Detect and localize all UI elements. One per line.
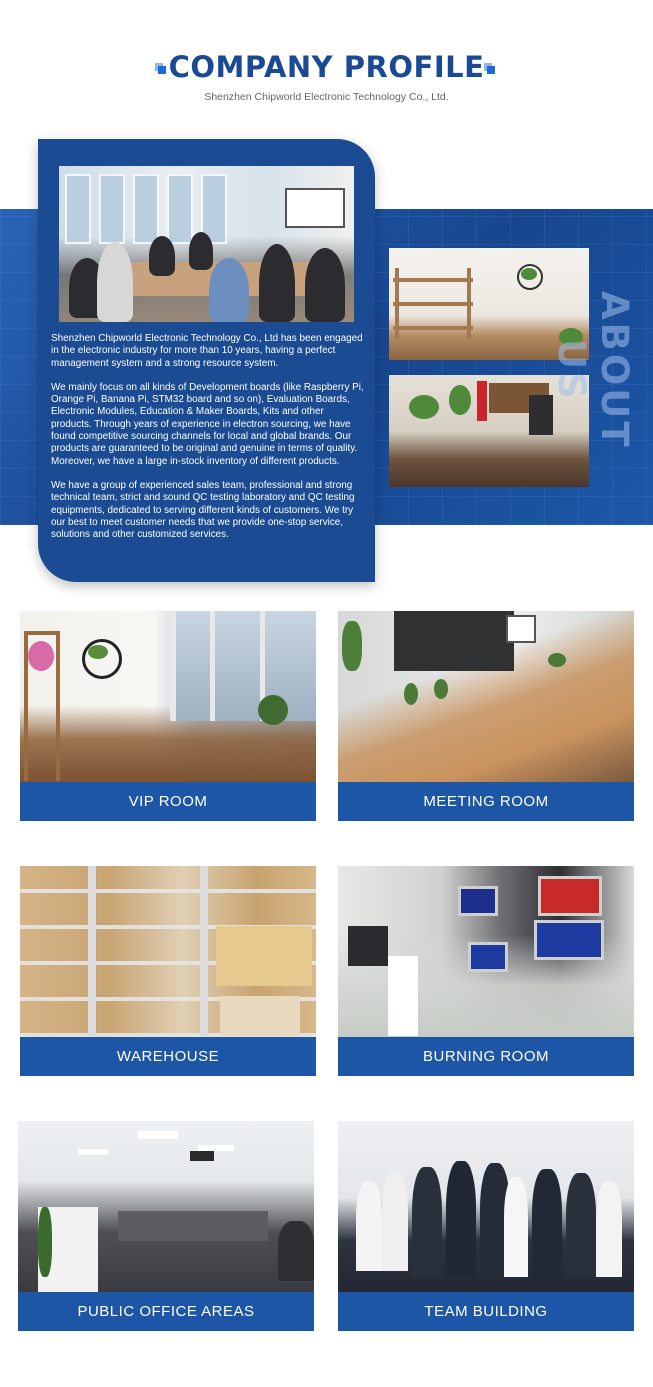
gallery-tile-warehouse [20,866,316,1076]
team-building-caption: TEAM BUILDING [338,1292,634,1331]
team-photo [338,1121,634,1292]
about-paragraph: We mainly focus on all kinds of Development boards (like Raspberry Pi, Orange Pi, Banana Pi, STM32 board and so on), Evaluation Boards, Electronic Modules, Education & Maker Boards, Kits and other products. Through years of experience in electron sourcing, we have found competitive sourcing channels for local and global brands. Our products are guaranteed to be original and genuine in terms of quality. Moreover, we have a large in-stock inventory of different products. [51,381,364,467]
warehouse-caption: WAREHOUSE [20,1037,316,1076]
gallery-tile-public-office-areas [18,1121,314,1331]
decorative-square-icon [484,63,496,75]
about-paragraph: Shenzhen Chipworld Electronic Technology Co., Ltd has been engaged in the electronic industry for more than 10 years, having a perfect management system and a strong resource system. [51,333,363,369]
page-title: COMPANY PROFILE [168,50,485,84]
about-description [51,333,367,553]
burning-room-photo [338,866,634,1037]
gallery-tile-team-building [338,1121,634,1331]
about-us-vertical-label: ABOUT US [550,290,636,450]
meeting-room-caption: MEETING ROOM [338,782,634,821]
burning-room-caption: BURNING ROOM [338,1037,634,1076]
gallery-tile-vip-room [20,611,316,821]
meeting-room-photo [338,611,634,782]
public-office-areas-caption: PUBLIC OFFICE AREAS [18,1292,314,1331]
vip-room-photo [20,611,316,782]
public-office-photo [18,1121,314,1292]
company-name-subtitle: Shenzhen Chipworld Electronic Technology Co., Ltd. [204,91,449,103]
warehouse-photo [20,866,316,1037]
gallery-tile-burning-room [338,866,634,1076]
gallery-tile-meeting-room [338,611,634,821]
page-header [0,0,653,120]
office-training-photo [59,166,354,322]
about-paragraph: We have a group of experienced sales team, professional and strong technical team, strict and sound QC testing laboratory and QC testing equipments, dedicated to serving different kinds of customers. We try our best to meet customer needs that we provide one-stop service, solutions and other customized services. [51,479,355,541]
vip-room-caption: VIP ROOM [20,782,316,821]
